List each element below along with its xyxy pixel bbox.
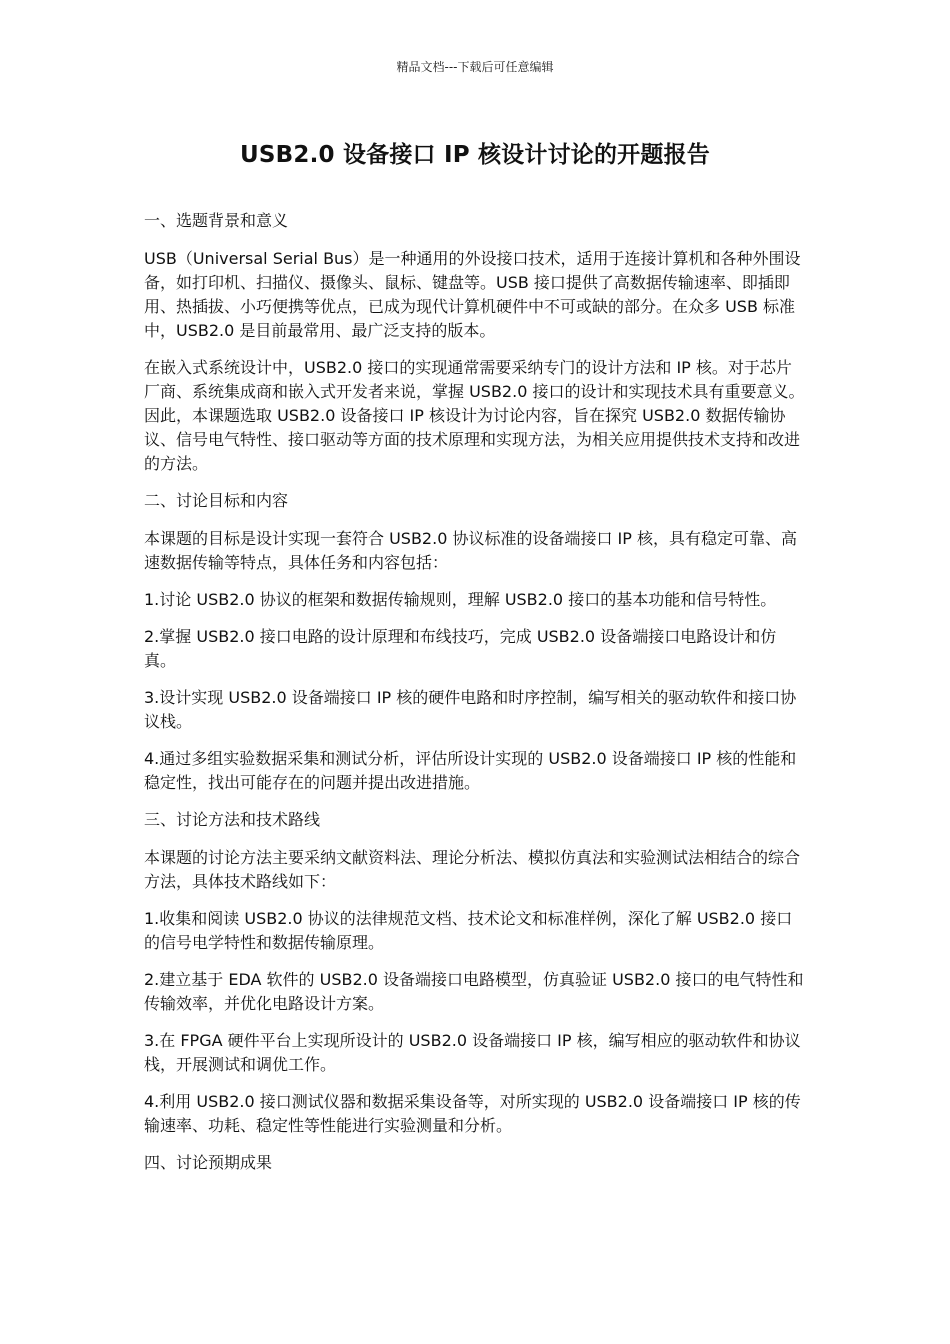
- section-goals: [144, 489, 806, 795]
- list-item: 4.利用 USB2.0 接口测试仪器和数据采集设备等，对所实现的 USB2.0 设备端接口 IP 核的传输速率、功耗、稳定性等性能进行实验测量和分析。: [144, 1092, 801, 1135]
- section-heading: 一、选题背景和意义: [144, 211, 289, 230]
- section-heading: 二、讨论目标和内容: [144, 491, 289, 510]
- body-paragraph: USB（Universal Serial Bus）是一种通用的外设接口技术，适用于连接计算机和各种外围设备，如打印机、扫描仪、摄像头、鼠标、键盘等。USB 接口提供了高数据传输速率、即插即用、热插拔、小巧便携等优点，已成为现代计算机硬件中不可或缺的部分。在众多 USB 标准中，USB2.0 是目前最常用、最广泛支持的版本。: [144, 249, 801, 340]
- section-heading: 四、讨论预期成果: [144, 1153, 273, 1172]
- document-body: [144, 209, 806, 1189]
- body-paragraph: 在嵌入式系统设计中，USB2.0 接口的实现通常需要采纳专门的设计方法和 IP 核。对于芯片厂商、系统集成商和嵌入式开发者来说，掌握 USB2.0 接口的设计和实现技术具有重要意义。因此，本课题选取 USB2.0 设备接口 IP 核设计为讨论内容，旨在探究 USB2.0 数据传输协议、信号电气特性、接口驱动等方面的技术原理和实现方法，为相关应用提供技术支持和改进的方法。: [144, 358, 805, 473]
- section-outcomes: [144, 1151, 806, 1175]
- page-header: 精品文档---下载后可任意编辑: [396, 60, 554, 74]
- body-paragraph: 本课题的讨论方法主要采纳文献资料法、理论分析法、模拟仿真法和实验测试法相结合的综合方法，具体技术路线如下：: [144, 848, 801, 891]
- list-item: 2.建立基于 EDA 软件的 USB2.0 设备端接口电路模型，仿真验证 USB2.0 接口的电气特性和传输效率，并优化电路设计方案。: [144, 970, 804, 1013]
- body-paragraph: 本课题的目标是设计实现一套符合 USB2.0 协议标准的设备端接口 IP 核，具有稳定可靠、高速数据传输等特点，具体任务和内容包括：: [144, 529, 798, 572]
- list-item: 3.设计实现 USB2.0 设备端接口 IP 核的硬件电路和时序控制，编写相关的驱动软件和接口协议栈。: [144, 688, 797, 731]
- list-item: 4.通过多组实验数据采集和测试分析，评估所设计实现的 USB2.0 设备端接口 IP 核的性能和稳定性，找出可能存在的问题并提出改进措施。: [144, 749, 797, 792]
- list-item: 2.掌握 USB2.0 接口电路的设计原理和布线技巧，完成 USB2.0 设备端接口电路设计和仿真。: [144, 627, 777, 670]
- list-item: 1.收集和阅读 USB2.0 协议的法律规范文档、技术论文和标准样例，深化了解 USB2.0 接口的信号电学特性和数据传输原理。: [144, 909, 793, 952]
- list-item: 1.讨论 USB2.0 协议的框架和数据传输规则，理解 USB2.0 接口的基本功能和信号特性。: [144, 590, 777, 609]
- section-background: [144, 209, 806, 476]
- document-title: USB2.0 设备接口 IP 核设计讨论的开题报告: [240, 142, 710, 168]
- section-methods: [144, 808, 806, 1138]
- section-heading: 三、讨论方法和技术路线: [144, 810, 321, 829]
- list-item: 3.在 FPGA 硬件平台上实现所设计的 USB2.0 设备端接口 IP 核，编写相应的驱动软件和协议栈，开展测试和调优工作。: [144, 1031, 801, 1074]
